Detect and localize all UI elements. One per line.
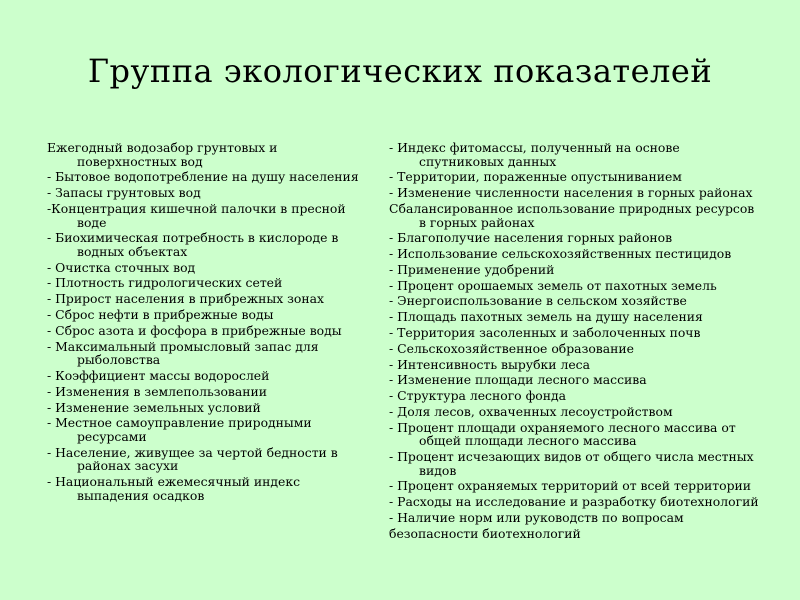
list-item: - Наличие норм или руководств по вопросам	[389, 510, 684, 525]
slide-title: Группа экологических показателей	[87, 52, 713, 90]
list-item: - Площадь пахотных земель на душу населения	[389, 309, 703, 325]
list-item: - Применение удобрений	[389, 261, 555, 277]
list-item: - Запасы грунтовых вод	[47, 185, 201, 201]
list-item: - Структура лесного фонда	[389, 388, 567, 404]
right-indicator-list	[389, 141, 761, 543]
list-item: - Процент орошаемых земель от пахотных земель	[389, 277, 717, 293]
list-item: -Концентрация кишечной палочки в пресной воде	[47, 200, 346, 230]
list-item: безопасности биотехнологий	[389, 525, 581, 541]
list-item: - Благополучие населения горных районов	[389, 230, 673, 246]
list-item: - Местное самоуправление природными ресурсами	[47, 415, 312, 444]
list-item: - Расходы на исследование и разработку биотехнологий	[389, 494, 759, 510]
list-item: - Изменение площади лесного массива	[389, 372, 647, 388]
list-item: - Доля лесов, охваченных лесоустройством	[389, 403, 673, 419]
list-item: - Интенсивность вырубки леса	[389, 356, 590, 372]
list-item: - Население, живущее за чертой бедности в районах засухи	[47, 444, 338, 474]
list-item: - Процент площади охраняемого лесного массива от общей площади лесного массива	[389, 419, 736, 449]
list-item: - Плотность гидрологических сетей	[47, 275, 283, 291]
list-item: - Коэффициент массы водорослей	[47, 367, 270, 383]
list-item: - Территории, пораженные опустыниванием	[389, 169, 682, 185]
list-item: Сбалансированное использование природных ресурсов в горных районах	[389, 200, 755, 230]
list-item: - Использование сельскохозяйственных пестицидов	[389, 246, 732, 262]
list-item: - Сброс нефти в прибрежные воды	[47, 307, 274, 323]
list-item: - Биохимическая потребность в кислороде в водных объектах	[47, 230, 339, 259]
list-item: - Процент исчезающих видов от общего числа местных видов	[389, 449, 754, 478]
list-item: - Изменения в землепользовании	[47, 383, 268, 399]
list-item: Ежегодный водозабор грунтовых и поверхностных вод	[47, 140, 278, 169]
left-indicator-list	[47, 141, 367, 504]
list-item: - Энергоиспользование в сельском хозяйстве	[389, 293, 687, 309]
list-item: - Территория засоленных и заболоченных почв	[389, 325, 701, 340]
list-item: - Изменение численности населения в горных районах	[389, 185, 753, 201]
list-item: - Процент охраняемых территорий от всей территории	[389, 478, 752, 494]
list-item: - Национальный ежемесячный индекс выпадения осадков	[47, 474, 301, 503]
list-item: - Изменение земельных условий	[47, 399, 261, 415]
list-item: - Сельскохозяйственное образование	[389, 340, 634, 356]
list-item: - Индекс фитомассы, полученный на основе спутниковых данных	[389, 140, 680, 169]
list-item: - Бытовое водопотребление на душу населения	[47, 169, 359, 185]
list-item: - Максимальный промысловый запас для рыболовства	[47, 338, 319, 368]
list-item: - Прирост населения в прибрежных зонах	[47, 291, 325, 307]
list-item: - Очистка сточных вод	[47, 259, 196, 275]
list-item: - Сброс азота и фосфора в прибрежные воды	[47, 322, 342, 338]
